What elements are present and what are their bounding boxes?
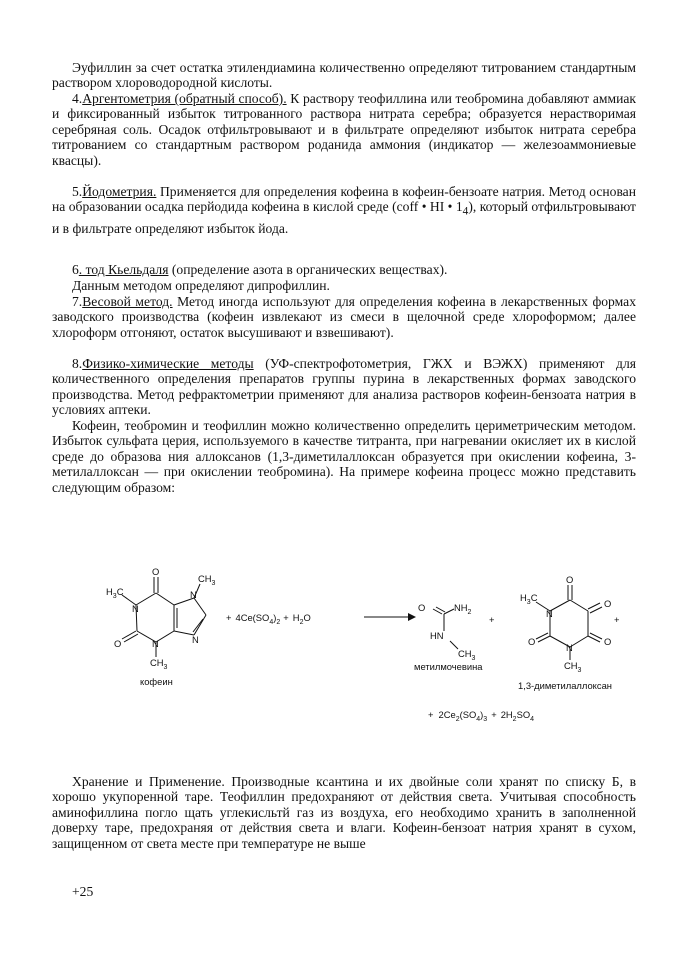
atom-nitrogen: N [132,603,139,614]
method-text-physicochemical: (УФ-спектрофотометрия, ГЖХ и ВЭЖХ) применяют для количественного определения препаратов группы пурина в лекарственных формах заводского производства. Метод рефрактометрии применяют для анализа растворов кофеин-бензоата натрия в условиях аптеки. [52,356,636,418]
method-text-kjeldahl: (определение азота в органических веществах). [168,262,448,277]
item-number: 5. [72,184,83,199]
atom-methyl: $CH_3$ [564,660,582,674]
atom-hn: HN [430,630,444,641]
plus-sign: + [614,614,620,625]
atom-h3c: $H_3C$ [106,586,124,600]
atom-nitrogen: N [190,589,197,600]
text-diprophylline: Данным методом определяют дипрофиллин. [72,278,330,293]
plus-sign: + [489,614,495,625]
method-text-iodometry-cont: ), который отфильтровывают и в фильтрате определяют избыток йода. [52,199,636,236]
method-heading-gravimetry: Весовой метод. [82,294,173,309]
atom-nitrogen: N [566,642,573,653]
atom-methyl: $CH_3$ [458,648,476,662]
methylurea-structure [433,607,458,649]
atom-methyl: $CH_3$ [150,657,168,671]
paragraph-euphyllin [52,60,636,91]
atom-methyl: $CH_3$ [198,573,216,587]
atom-oxygen: O [114,638,122,649]
method-heading-argentometry: Аргентометрия (обратный способ). [82,91,287,106]
paragraph-diprophylline [52,278,636,293]
atom-nitrogen: N [152,638,159,649]
atom-oxygen: O [566,574,574,585]
dimethylalloxan-label: 1,3-диметилаллоксан [518,680,612,691]
text-storage: Хранение и Применение. Производные ксантина и их двойные соли хранят по списку Б, в хорошо укупоренной таре. Теофиллин предохраняют от действия света. Учитывая способность аминофиллина погло щать углекисльтй газ из воздуха, его необходимо хранить в заполненной доверху таре, предохраняя от действия света и влаги. Кофеин-бензоат натрия хранят в сухом, защищенном от света месте при температуре не выше [52,774,636,851]
paragraph-cerimetry [52,418,636,495]
paragraph-storage [52,774,636,851]
paragraph-physicochemical [52,356,636,418]
products-line: + $2Ce_2(SO_4)_3 + 2H_2SO_4$ [428,709,535,723]
atom-nitrogen: N [192,634,199,645]
text-cerimetry: Кофеин, теобромин и теофиллин можно количественно определить цериметрическим методом. Избыток сульфата церия, используемого в качестве титранта, при нагревании окисляет их в кислой среде до образова ния аллоксанов (1,3-диметилаллоксан образуется при окислении кофеина, 3-метилаллоксан — при окислении теобромина). На примере кофеина процесс можно представить следующим образом: [52,418,636,495]
item-number: 8. [72,356,83,371]
subscript: 4 [462,206,469,219]
method-text-gravimetry: Метод иногда используют для определения кофеина в лекарственных формах заводского производства (кофеин извлекают из смеси в щелочной среде хлороформом; далее хлороформ отгоняют, остаток высушивают и взвешивают). [52,294,636,340]
atom-h3c: $H_3C$ [520,592,538,606]
text-euphyllin: Эуфиллин за счет остатка этилендиамина количественно определяют титрованием стандартным раствором хлороводородной кислоты. [52,60,636,91]
method-text-argentometry: К раствору теофиллина или теобромина добавляют аммиак и фиксированный избыток титрованного раствора нитрата серебра; образуется нерастворимая серебряная соль. Осадок отфильтровывают и в фильтрате определяют избыток нитрата серебра титрованием со стандартным раствором роданида аммония (индикатор — железоаммониевые квасцы). [52,91,636,168]
method-heading-kjeldahl: . тод Кьельдаля [78,262,169,277]
paragraph-kjeldahl [52,262,636,277]
caffeine-label: кофеин [140,676,173,687]
method-heading-iodometry: Йодометрия. [82,184,157,199]
paragraph-gravimetry [52,294,636,340]
atom-oxygen: O [418,602,426,613]
atom-nh2: $NH_2$ [454,602,472,616]
paragraph-argentometry [52,91,636,168]
paragraph-iodometry [52,184,636,236]
item-number: 6 [72,262,79,277]
method-text-iodometry: Применяется для определения кофеина в кофеин-бензоате натрия. Метод основан на образовании осадка перйодида кофеина в кислой среде (coff • HI • 1 [52,184,636,215]
reaction-scheme-drawing [88,565,628,743]
item-number: 7. [72,294,83,309]
atom-oxygen: O [604,598,612,609]
atom-nitrogen: N [546,608,553,619]
methylurea-label: метилмочевина [414,661,483,672]
reaction-arrow [364,613,416,621]
atom-oxygen: O [604,636,612,647]
item-number: 4. [72,91,83,106]
footer-text: +25 [72,884,94,899]
reagents: + $4Ce(SO_4)_2 + H_2O$ [226,612,311,626]
method-heading-physicochemical: Физико-химические методы [82,356,254,371]
reaction-scheme [88,565,628,743]
atom-oxygen: O [528,636,536,647]
atom-oxygen: O [152,566,160,577]
